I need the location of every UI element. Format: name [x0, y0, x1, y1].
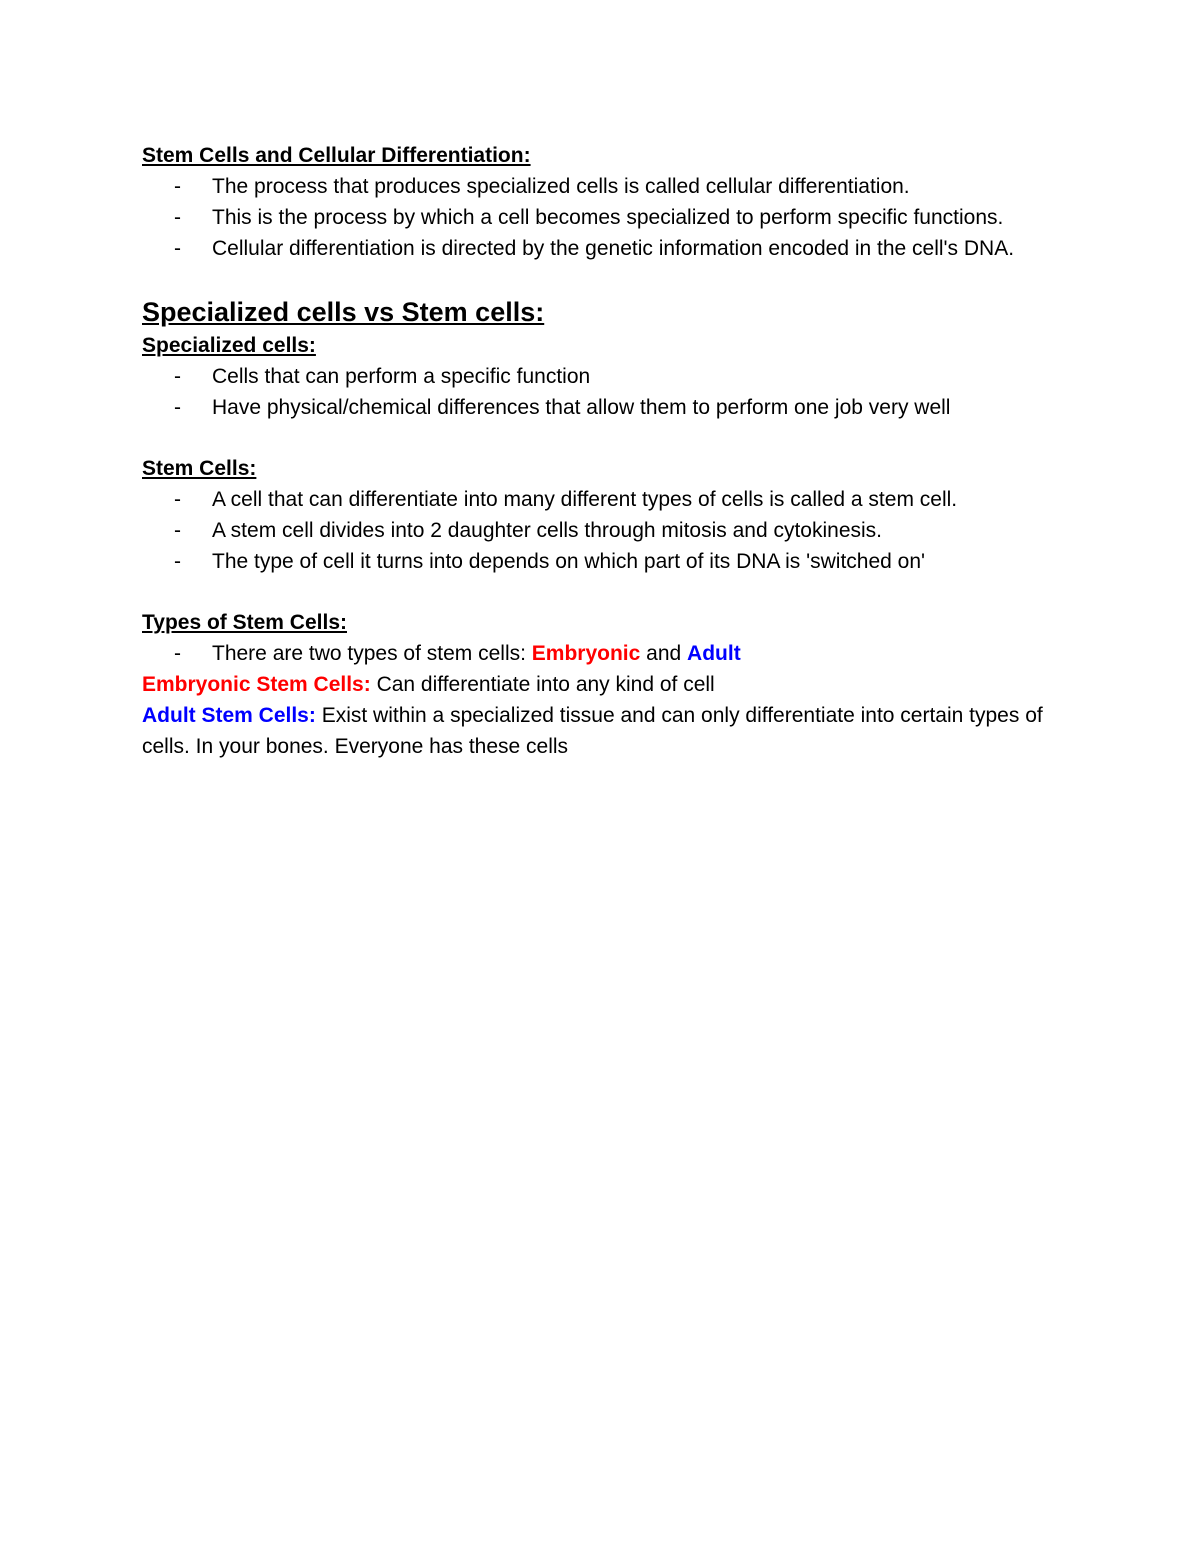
- stem-cells-list: [142, 484, 1082, 577]
- adult-label: Adult Stem Cells:: [142, 704, 316, 727]
- list-item: - Cellular differentiation is directed by the genetic information encoded in the cell's DNA.: [142, 233, 1082, 264]
- embryonic-label: Embryonic Stem Cells:: [142, 673, 371, 696]
- subheading-specialized-cells: Specialized cells:: [142, 334, 316, 357]
- list-item: - This is the process by which a cell becomes specialized to perform specific functions.: [142, 202, 1082, 233]
- bullet-dash: -: [174, 550, 181, 573]
- list-item: - The process that produces specialized cells is called cellular differentiation.: [142, 171, 1082, 202]
- bullet-dash: -: [174, 519, 181, 542]
- bullet-dash: -: [174, 488, 181, 511]
- embryonic-definition: Embryonic Stem Cells: Can differentiate into any kind of cell: [142, 673, 715, 696]
- differentiation-list: [142, 171, 1082, 264]
- list-item: - Have physical/chemical differences that allow them to perform one job very well: [142, 392, 1082, 423]
- bullet-dash: -: [174, 642, 181, 665]
- specialized-cells-list: [142, 361, 1082, 423]
- section-heading-types: Types of Stem Cells:: [142, 611, 347, 634]
- document-page: [142, 140, 1082, 762]
- list-item: - A cell that can differentiate into many different types of cells is called a stem cell.: [142, 484, 1082, 515]
- subheading-stem-cells: Stem Cells:: [142, 457, 257, 480]
- bullet-dash: -: [174, 396, 181, 419]
- adult-highlight: Adult: [687, 642, 741, 665]
- embryonic-highlight: Embryonic: [531, 642, 641, 665]
- types-list: [142, 638, 1082, 669]
- list-item: - The type of cell it turns into depends on which part of its DNA is 'switched on': [142, 546, 1082, 577]
- section-heading-differentiation: Stem Cells and Cellular Differentiation:: [142, 144, 531, 167]
- bullet-dash: -: [174, 237, 181, 260]
- bullet-dash: -: [174, 206, 181, 229]
- bullet-dash: -: [174, 175, 181, 198]
- list-item: - Cells that can perform a specific function: [142, 361, 1082, 392]
- bullet-dash: -: [174, 365, 181, 388]
- list-item: - There are two types of stem cells: Embryonic and Adult: [142, 638, 1082, 669]
- list-item: - A stem cell divides into 2 daughter cells through mitosis and cytokinesis.: [142, 515, 1082, 546]
- adult-definition: Adult Stem Cells: Exist within a specialized tissue and can only differentiate into certain types of cells. In your bones. Everyone has these cells: [142, 704, 1043, 758]
- section-heading-comparison: Specialized cells vs Stem cells:: [142, 297, 545, 327]
